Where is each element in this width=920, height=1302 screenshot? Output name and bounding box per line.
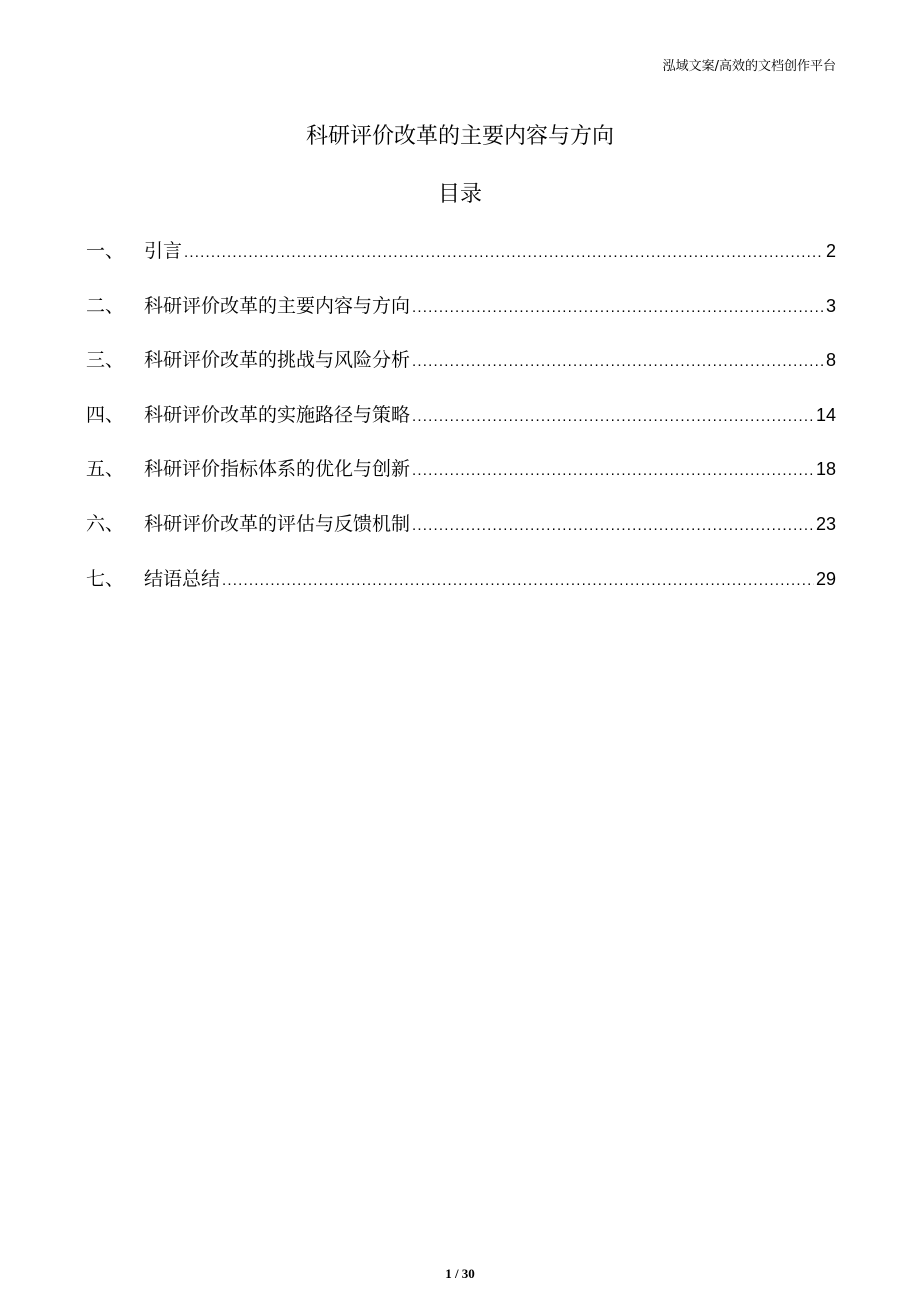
toc-entry-title: 引言 [144,240,183,262]
toc-dot-leader [412,453,814,489]
toc-entry-title: 结语总结 [144,567,221,590]
document-title: 科研评价改革的主要内容与方向 [305,124,614,149]
table-of-contents [86,233,836,615]
toc-dot-leader [412,290,824,326]
toc-dot-leader [412,399,814,435]
page-number-footer: 1 / 30 [445,1266,475,1281]
toc-entry-number: 一、 [86,240,125,262]
toc-entry-title: 科研评价改革的主要内容与方向 [144,294,411,317]
toc-entry-number: 三、 [86,349,125,372]
toc-entry-1[interactable] [86,233,836,288]
toc-entry-title: 科研评价指标体系的优化与创新 [144,458,411,481]
toc-dot-leader [412,344,824,380]
toc-entry-2[interactable] [86,288,836,343]
toc-entry-6[interactable] [86,506,836,561]
toc-entry-number: 七、 [86,567,125,590]
toc-entry-title: 科研评价改革的挑战与风险分析 [144,349,411,372]
toc-entry-number: 二、 [86,294,125,317]
toc-entry-page: 14 [815,404,836,425]
toc-entry-page: 23 [815,513,836,534]
toc-entry-page: 29 [815,568,836,589]
page-header: 泓域文案/高效的文档创作平台 [662,59,836,74]
toc-entry-page: 3 [825,295,836,316]
toc-entry-5[interactable] [86,451,836,506]
toc-heading: 目录 [437,182,482,207]
toc-entry-3[interactable] [86,342,836,397]
toc-entry-number: 四、 [86,403,125,426]
toc-dot-leader [412,508,814,544]
toc-entry-7[interactable] [86,561,836,616]
toc-entry-number: 五、 [86,458,125,481]
toc-entry-title: 科研评价改革的实施路径与策略 [144,403,411,426]
toc-entry-number: 六、 [86,512,125,535]
toc-entry-page: 8 [825,350,836,371]
toc-entry-title: 科研评价改革的评估与反馈机制 [144,512,411,535]
toc-entry-page: 18 [815,459,836,480]
toc-dot-leader [184,235,824,271]
toc-entry-4[interactable] [86,397,836,452]
toc-dot-leader [222,563,814,599]
toc-entry-page: 2 [825,241,836,261]
